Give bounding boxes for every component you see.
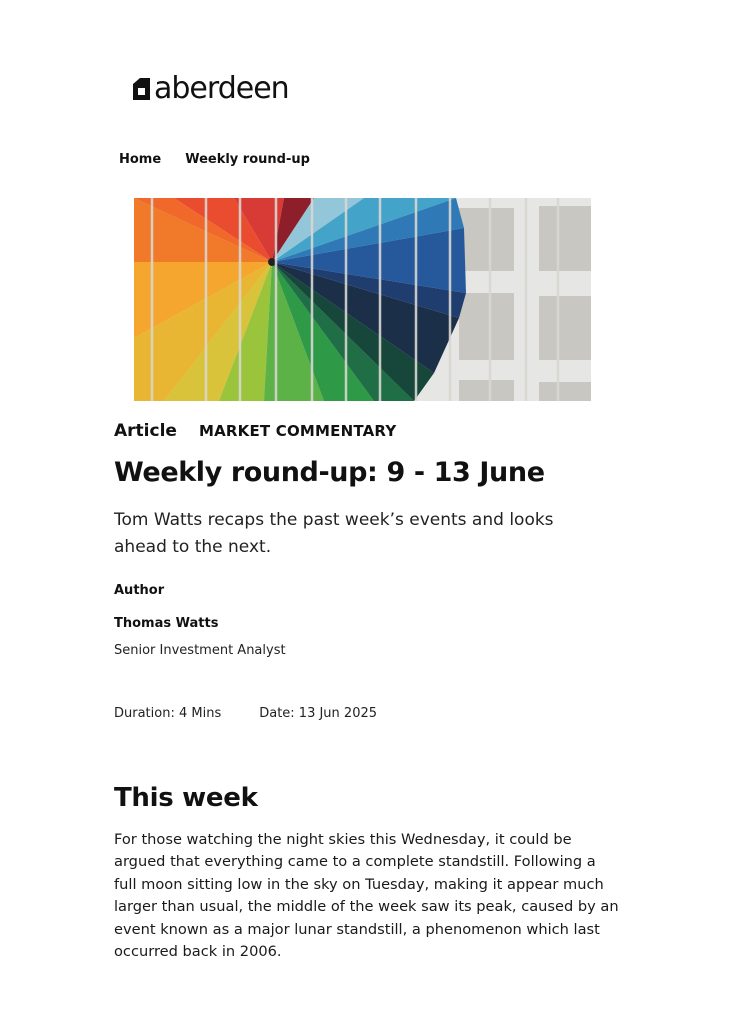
author-role: Senior Investment Analyst xyxy=(114,643,286,658)
author-label: Author xyxy=(114,583,165,598)
aberdeen-logo-mark-icon xyxy=(130,76,152,102)
body-paragraph: For those watching the night skies this Wednesday, it could be argued that everything came to a complete standstill. Following a full moon sitting low in the sky on Tuesday, making it appear much larger than usual, the middle of the week saw its peak, caused by an event known as a major lunar standstill, a phenomenon which last occurred back in 2006. xyxy=(114,831,619,961)
article-meta xyxy=(114,706,377,721)
breadcrumb-home[interactable]: Home xyxy=(119,152,162,167)
breadcrumb xyxy=(119,152,310,167)
article-type: Article xyxy=(114,421,177,441)
article-subtitle: Tom Watts recaps the past week’s events and looks ahead to the next. xyxy=(114,510,554,557)
breadcrumb-current[interactable]: Weekly round-up xyxy=(185,152,310,167)
author-name[interactable]: Thomas Watts xyxy=(114,616,219,631)
hero-image xyxy=(134,198,591,401)
article-tags xyxy=(114,421,396,441)
duration: Duration: 4 Mins xyxy=(114,706,222,721)
article-category[interactable]: MARKET COMMENTARY xyxy=(198,422,397,440)
page-title: Weekly round-up: 9 - 13 June xyxy=(114,457,545,488)
logo-text: aberdeen xyxy=(154,71,289,106)
aberdeen-logo[interactable] xyxy=(130,71,289,106)
section-title: This week xyxy=(114,783,258,813)
umbrella-image-icon xyxy=(134,198,591,401)
publish-date: Date: 13 Jun 2025 xyxy=(259,706,378,721)
